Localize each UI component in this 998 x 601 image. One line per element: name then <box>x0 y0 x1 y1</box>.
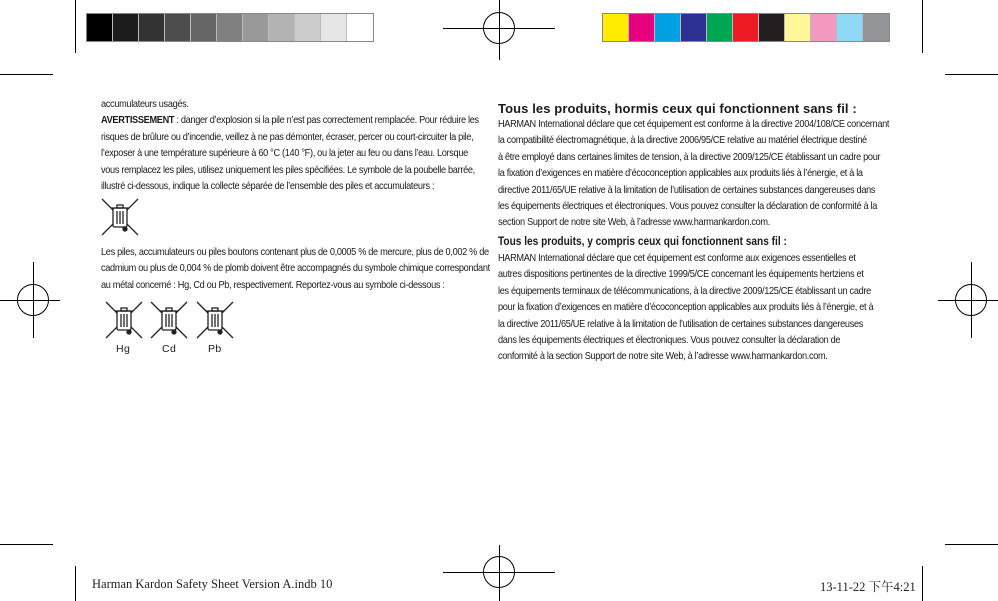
color-swatch <box>629 14 655 41</box>
text-line: la fixation d’exigences en matière d’écoconception applicables aux produits liés à l’énergie, et à la <box>498 168 863 180</box>
crop-mark <box>0 74 53 75</box>
text-line: AVERTISSEMENT : danger d’explosion si la pile n’est pas correctement remplacée. Pour réduire les <box>101 115 479 127</box>
gray-swatch <box>191 14 217 41</box>
text-line: section Support de notre site Web, à l’adresse www.harmankardon.com. <box>498 217 770 229</box>
color-swatch <box>655 14 681 41</box>
color-swatch <box>733 14 759 41</box>
text-line: pour la fixation d’exigences en matière d’écoconception applicables aux produits liés à l’énergie, et à <box>498 302 874 314</box>
color-swatch <box>811 14 837 41</box>
color-swatch <box>681 14 707 41</box>
text-line: conformité à la section Support de notre site Web, à l’adresse www.harmankardon.com. <box>498 351 828 363</box>
gray-swatch <box>113 14 139 41</box>
crop-mark <box>0 544 53 545</box>
gray-swatch <box>217 14 243 41</box>
text-line: les équipements terminaux de télécommunications, à la directive 2009/125/CE établissant un cadre <box>498 285 871 297</box>
text-line: risques de brûlure ou d’incendie, veillez à ne pas démonter, écraser, percer ou court-circuiter la pile, <box>101 131 474 143</box>
text-line: accumulateurs usagés. <box>101 99 189 110</box>
crop-mark <box>922 0 923 53</box>
heavy-metal-text <box>101 245 490 294</box>
color-swatch <box>707 14 733 41</box>
color-swatch <box>837 14 863 41</box>
warning-label: AVERTISSEMENT <box>101 115 175 127</box>
crossed-out-bin-cd-icon <box>149 300 189 340</box>
text-line: HARMAN International déclare que cet équipement est conforme aux exigences essentielles et <box>498 253 856 264</box>
grayscale-color-bar <box>86 13 374 42</box>
crop-mark <box>945 74 998 75</box>
text-line: l’exposer à une température supérieure à 60 °C (140 °F), ou la jeter au feu ou dans l’eau. Lorsque <box>101 148 468 160</box>
gray-swatch <box>165 14 191 41</box>
crop-mark <box>922 566 923 601</box>
text-line: autres dispositions pertinentes de la directive 1999/5/CE concernant les équipements hertziens et <box>498 269 864 281</box>
text-line: au métal concerné : Hg, Cd ou Pb, respectivement. Reportez-vous au symbole ci-dessous : <box>101 279 445 291</box>
gray-swatch <box>139 14 165 41</box>
text-line: la directive 2011/65/UE relative à la limitation de l’utilisation de certaines substances dangereuses <box>498 318 864 330</box>
text-line: la compatibilité électromagnétique, à la directive 2006/95/CE relative au matériel électrique destiné <box>498 135 867 147</box>
text-line: vous remplacez les piles, utilisez uniquement les piles spécifiées. Le symbole de la poubelle barrée, <box>101 164 475 176</box>
gray-swatch <box>269 14 295 41</box>
color-swatch <box>863 14 889 41</box>
crop-mark <box>945 544 998 545</box>
gray-swatch <box>295 14 321 41</box>
file-slug: Harman Kardon Safety Sheet Version A.indb 10 <box>92 577 333 591</box>
text-line: directive 2011/65/UE relative à la limitation de l’utilisation de certaines substances dangereuses dans <box>498 184 876 196</box>
gray-swatch <box>243 14 269 41</box>
gray-swatch <box>87 14 113 41</box>
color-swatch <box>603 14 629 41</box>
process-color-bar <box>602 13 890 42</box>
gray-swatch <box>347 14 373 41</box>
crop-mark <box>75 566 76 601</box>
print-timestamp: 13-11-22 下午4:21 <box>820 580 916 594</box>
color-swatch <box>759 14 785 41</box>
crop-mark <box>75 0 76 53</box>
text-line: HARMAN International déclare que cet équipement est conforme à la directive 2004/108/CE concernant <box>498 119 890 130</box>
declaration-non-wireless <box>498 117 889 232</box>
text-line: illustré ci-dessous, indique la collecte séparée de l’ensemble des piles et accumulateurs : <box>101 181 435 193</box>
crossed-out-bin-pb-icon <box>195 300 235 340</box>
chem-symbol-hg: Hg <box>116 343 131 355</box>
text-line: à être employé dans certaines limites de tension, à la directive 2009/125/CE établissant un cadre pour <box>498 151 881 163</box>
text-line: Les piles, accumulateurs ou piles boutons contenant plus de 0,0005 % de mercure, plus de 0,002 % de <box>101 247 489 258</box>
heading-wireless: Tous les produits, y compris ceux qui fonctionnent sans fil : <box>498 236 787 248</box>
color-swatch <box>785 14 811 41</box>
text-line: dans les équipements électriques et électroniques. Vous pouvez consulter la déclaration de <box>498 335 841 347</box>
heading-non-wireless: Tous les produits, hormis ceux qui fonctionnent sans fil : <box>498 101 857 116</box>
chem-symbol-pb: Pb <box>208 343 222 355</box>
gray-swatch <box>321 14 347 41</box>
battery-warning-text <box>101 97 479 195</box>
crossed-out-bin-hg-icon <box>104 300 144 340</box>
crossed-out-bin-icon <box>100 197 140 237</box>
text-line: les équipements électriques et électroniques. Vous pouvez consulter la déclaration de conformité à la <box>498 201 877 213</box>
chem-symbol-cd: Cd <box>162 343 177 355</box>
text-line: cadmium ou plus de 0,004 % de plomb doivent être accompagnés du symbole chimique correspondant <box>101 263 490 275</box>
declaration-wireless <box>498 251 873 366</box>
